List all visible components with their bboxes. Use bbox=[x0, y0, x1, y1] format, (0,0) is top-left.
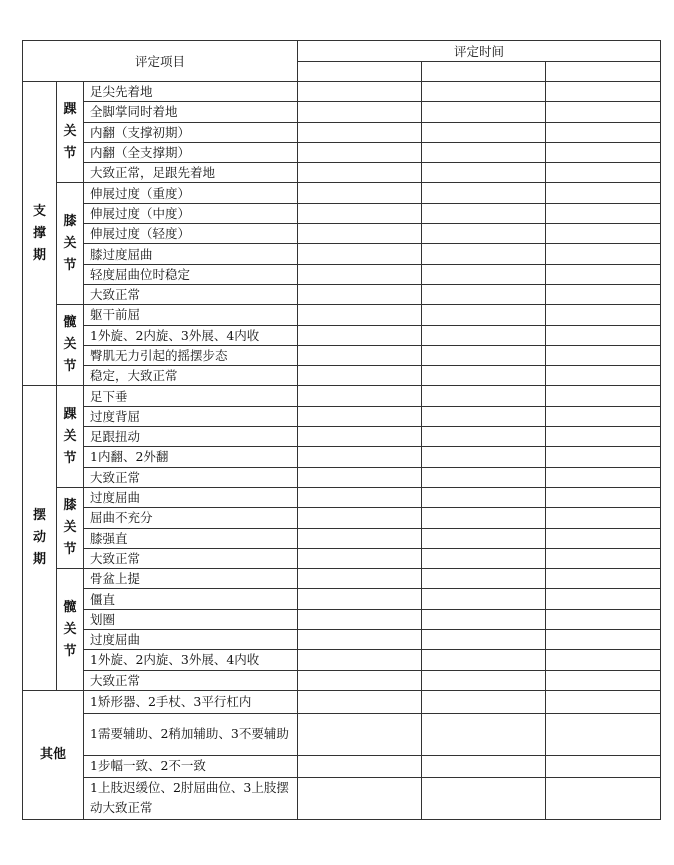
score-cell[interactable] bbox=[422, 366, 546, 386]
assessment-item: 内翻（全支撑期） bbox=[84, 142, 298, 162]
item-row bbox=[23, 589, 661, 609]
score-cell[interactable] bbox=[422, 142, 546, 162]
item-row bbox=[23, 630, 661, 650]
other-item: 1需要辅助、2稍加辅助、3不要辅助 bbox=[84, 713, 298, 755]
assessment-item: 伸展过度（轻度） bbox=[84, 224, 298, 244]
other-row bbox=[23, 690, 661, 713]
score-cell[interactable] bbox=[422, 670, 546, 690]
score-cell[interactable] bbox=[298, 528, 422, 548]
assessment-item: 1内翻、2外翻 bbox=[84, 447, 298, 467]
item-row bbox=[23, 427, 661, 447]
assessment-item: 躯干前屈 bbox=[84, 305, 298, 325]
item-row bbox=[23, 670, 661, 690]
score-cell[interactable] bbox=[298, 82, 422, 102]
score-cell[interactable] bbox=[298, 305, 422, 325]
score-cell[interactable] bbox=[546, 548, 661, 568]
assessment-item: 内翻（支撑初期） bbox=[84, 122, 298, 142]
time-slot-cell[interactable] bbox=[546, 62, 661, 82]
score-cell[interactable] bbox=[298, 284, 422, 304]
joint-label-char: 节 bbox=[63, 257, 77, 273]
assessment-item: 大致正常 bbox=[84, 548, 298, 568]
item-row bbox=[23, 163, 661, 183]
assessment-item: 足尖先着地 bbox=[84, 82, 298, 102]
item-row bbox=[23, 650, 661, 670]
score-cell[interactable] bbox=[298, 163, 422, 183]
joint-label-char: 节 bbox=[63, 146, 77, 162]
score-cell[interactable] bbox=[298, 650, 422, 670]
score-cell[interactable] bbox=[422, 102, 546, 122]
score-cell[interactable] bbox=[298, 244, 422, 264]
score-cell[interactable] bbox=[298, 325, 422, 345]
score-cell[interactable] bbox=[422, 508, 546, 528]
score-cell[interactable] bbox=[546, 690, 661, 713]
joint-label bbox=[57, 305, 84, 386]
joint-label-char: 节 bbox=[63, 359, 77, 375]
other-item: 1矫形器、2手杖、3平行杠内 bbox=[84, 690, 298, 713]
other-item: 1步幅一致、2不一致 bbox=[84, 755, 298, 777]
score-cell[interactable] bbox=[422, 386, 546, 406]
score-cell[interactable] bbox=[546, 325, 661, 345]
phase-label-char: 动 bbox=[32, 530, 46, 546]
assessment-item: 1外旋、2内旋、3外展、4内收 bbox=[84, 650, 298, 670]
item-row bbox=[23, 183, 661, 203]
item-row bbox=[23, 284, 661, 304]
assessment-item: 伸展过度（重度） bbox=[84, 183, 298, 203]
score-cell[interactable] bbox=[422, 244, 546, 264]
score-cell[interactable] bbox=[546, 508, 661, 528]
score-cell[interactable] bbox=[546, 183, 661, 203]
score-cell[interactable] bbox=[298, 122, 422, 142]
score-cell[interactable] bbox=[422, 755, 546, 777]
score-cell[interactable] bbox=[546, 142, 661, 162]
score-cell[interactable] bbox=[546, 528, 661, 548]
item-row bbox=[23, 528, 661, 548]
item-row bbox=[23, 203, 661, 223]
score-cell[interactable] bbox=[546, 406, 661, 426]
joint-label-char: 关 bbox=[63, 337, 77, 353]
assessment-item: 伸展过度（中度） bbox=[84, 203, 298, 223]
score-cell[interactable] bbox=[298, 487, 422, 507]
phase-label bbox=[23, 386, 57, 690]
score-cell[interactable] bbox=[298, 386, 422, 406]
other-label: 其他 bbox=[23, 690, 84, 819]
joint-label-char: 关 bbox=[63, 621, 77, 637]
score-cell[interactable] bbox=[546, 713, 661, 755]
score-cell[interactable] bbox=[298, 755, 422, 777]
assessment-item: 大致正常 bbox=[84, 670, 298, 690]
score-cell[interactable] bbox=[298, 777, 422, 819]
assessment-table bbox=[22, 40, 661, 820]
score-cell[interactable] bbox=[298, 142, 422, 162]
score-cell[interactable] bbox=[546, 777, 661, 819]
item-row bbox=[23, 366, 661, 386]
score-cell[interactable] bbox=[546, 630, 661, 650]
assessment-item: 过度屈曲 bbox=[84, 487, 298, 507]
score-cell[interactable] bbox=[546, 345, 661, 365]
score-cell[interactable] bbox=[422, 487, 546, 507]
score-cell[interactable] bbox=[298, 508, 422, 528]
score-cell[interactable] bbox=[546, 386, 661, 406]
score-cell[interactable] bbox=[298, 609, 422, 629]
score-cell[interactable] bbox=[422, 528, 546, 548]
score-cell[interactable] bbox=[298, 589, 422, 609]
score-cell[interactable] bbox=[546, 650, 661, 670]
header-row bbox=[23, 41, 661, 62]
other-row bbox=[23, 777, 661, 819]
item-row bbox=[23, 508, 661, 528]
joint-label-char: 踝 bbox=[63, 406, 77, 422]
score-cell[interactable] bbox=[422, 589, 546, 609]
score-cell[interactable] bbox=[422, 569, 546, 589]
gait-assessment-form bbox=[22, 40, 661, 820]
score-cell[interactable] bbox=[298, 548, 422, 568]
assessment-item: 大致正常 bbox=[84, 284, 298, 304]
score-cell[interactable] bbox=[546, 305, 661, 325]
assessment-item: 足下垂 bbox=[84, 386, 298, 406]
score-cell[interactable] bbox=[298, 203, 422, 223]
score-cell[interactable] bbox=[422, 690, 546, 713]
item-row bbox=[23, 325, 661, 345]
score-cell[interactable] bbox=[422, 777, 546, 819]
joint-label bbox=[57, 386, 84, 487]
score-cell[interactable] bbox=[546, 203, 661, 223]
assessment-item: 全脚掌同时着地 bbox=[84, 102, 298, 122]
score-cell[interactable] bbox=[422, 345, 546, 365]
item-row bbox=[23, 122, 661, 142]
item-row bbox=[23, 224, 661, 244]
item-row bbox=[23, 487, 661, 507]
score-cell[interactable] bbox=[298, 406, 422, 426]
item-row bbox=[23, 142, 661, 162]
score-cell[interactable] bbox=[422, 163, 546, 183]
score-cell[interactable] bbox=[298, 467, 422, 487]
score-cell[interactable] bbox=[546, 755, 661, 777]
joint-label bbox=[57, 82, 84, 183]
item-row bbox=[23, 447, 661, 467]
other-row bbox=[23, 713, 661, 755]
header-assessment-items: 评定项目 bbox=[23, 41, 298, 82]
score-cell[interactable] bbox=[298, 630, 422, 650]
joint-label-char: 节 bbox=[63, 542, 77, 558]
header-assessment-time: 评定时间 bbox=[298, 41, 661, 62]
score-cell[interactable] bbox=[298, 447, 422, 467]
score-cell[interactable] bbox=[298, 102, 422, 122]
score-cell[interactable] bbox=[546, 569, 661, 589]
score-cell[interactable] bbox=[546, 609, 661, 629]
joint-label bbox=[57, 487, 84, 568]
joint-label-char: 关 bbox=[63, 235, 77, 251]
joint-label-char: 髋 bbox=[63, 315, 77, 331]
item-row bbox=[23, 569, 661, 589]
assessment-item: 膝强直 bbox=[84, 528, 298, 548]
item-row bbox=[23, 305, 661, 325]
score-cell[interactable] bbox=[298, 264, 422, 284]
score-cell[interactable] bbox=[546, 264, 661, 284]
score-cell[interactable] bbox=[422, 183, 546, 203]
score-cell[interactable] bbox=[422, 264, 546, 284]
assessment-item: 轻度屈曲位时稳定 bbox=[84, 264, 298, 284]
other-item: 1上肢迟缓位、2肘屈曲位、3上肢摆动大致正常 bbox=[84, 777, 298, 819]
score-cell[interactable] bbox=[298, 569, 422, 589]
score-cell[interactable] bbox=[546, 487, 661, 507]
assessment-item: 骨盆上提 bbox=[84, 569, 298, 589]
score-cell[interactable] bbox=[422, 630, 546, 650]
score-cell[interactable] bbox=[546, 467, 661, 487]
joint-label-char: 关 bbox=[63, 520, 77, 536]
score-cell[interactable] bbox=[298, 183, 422, 203]
joint-label-char: 节 bbox=[63, 450, 77, 466]
assessment-item: 1外旋、2内旋、3外展、4内收 bbox=[84, 325, 298, 345]
item-row bbox=[23, 102, 661, 122]
assessment-item: 足跟扭动 bbox=[84, 427, 298, 447]
item-row bbox=[23, 264, 661, 284]
score-cell[interactable] bbox=[422, 467, 546, 487]
score-cell[interactable] bbox=[422, 203, 546, 223]
other-row bbox=[23, 755, 661, 777]
item-row bbox=[23, 467, 661, 487]
phase-label-char: 支 bbox=[32, 203, 46, 219]
time-slot-cell[interactable] bbox=[298, 62, 422, 82]
score-cell[interactable] bbox=[546, 82, 661, 102]
phase-label-char: 期 bbox=[32, 247, 46, 263]
item-row bbox=[23, 406, 661, 426]
phase-label bbox=[23, 82, 57, 386]
joint-label-char: 膝 bbox=[63, 498, 77, 514]
score-cell[interactable] bbox=[546, 670, 661, 690]
score-cell[interactable] bbox=[546, 589, 661, 609]
assessment-item: 过度背屈 bbox=[84, 406, 298, 426]
score-cell[interactable] bbox=[422, 609, 546, 629]
score-cell[interactable] bbox=[546, 284, 661, 304]
score-cell[interactable] bbox=[546, 163, 661, 183]
score-cell[interactable] bbox=[546, 122, 661, 142]
score-cell[interactable] bbox=[546, 244, 661, 264]
score-cell[interactable] bbox=[422, 548, 546, 568]
score-cell[interactable] bbox=[422, 427, 546, 447]
score-cell[interactable] bbox=[422, 406, 546, 426]
score-cell[interactable] bbox=[422, 122, 546, 142]
item-row bbox=[23, 386, 661, 406]
assessment-item: 臀肌无力引起的摇摆步态 bbox=[84, 345, 298, 365]
item-row bbox=[23, 548, 661, 568]
score-cell[interactable] bbox=[546, 224, 661, 244]
score-cell[interactable] bbox=[546, 427, 661, 447]
assessment-item: 僵直 bbox=[84, 589, 298, 609]
score-cell[interactable] bbox=[422, 284, 546, 304]
score-cell[interactable] bbox=[298, 366, 422, 386]
score-cell[interactable] bbox=[546, 447, 661, 467]
item-row bbox=[23, 82, 661, 102]
phase-label-char: 摆 bbox=[32, 508, 46, 524]
score-cell[interactable] bbox=[546, 102, 661, 122]
joint-label-char: 关 bbox=[63, 124, 77, 140]
item-row bbox=[23, 609, 661, 629]
score-cell[interactable] bbox=[298, 713, 422, 755]
score-cell[interactable] bbox=[422, 325, 546, 345]
assessment-item: 大致正常，足跟先着地 bbox=[84, 163, 298, 183]
score-cell[interactable] bbox=[422, 713, 546, 755]
joint-label-char: 节 bbox=[63, 643, 77, 659]
score-cell[interactable] bbox=[422, 447, 546, 467]
assessment-item: 屈曲不充分 bbox=[84, 508, 298, 528]
joint-label-char: 踝 bbox=[63, 102, 77, 118]
score-cell[interactable] bbox=[298, 690, 422, 713]
score-cell[interactable] bbox=[298, 670, 422, 690]
score-cell[interactable] bbox=[298, 427, 422, 447]
score-cell[interactable] bbox=[422, 82, 546, 102]
score-cell[interactable] bbox=[422, 224, 546, 244]
item-row bbox=[23, 345, 661, 365]
assessment-item: 大致正常 bbox=[84, 467, 298, 487]
assessment-item: 稳定，大致正常 bbox=[84, 366, 298, 386]
score-cell[interactable] bbox=[422, 305, 546, 325]
joint-label-char: 关 bbox=[63, 428, 77, 444]
time-slot-cell[interactable] bbox=[422, 62, 546, 82]
assessment-item: 划圈 bbox=[84, 609, 298, 629]
joint-label-char: 膝 bbox=[63, 213, 77, 229]
joint-label-char: 髋 bbox=[63, 599, 77, 615]
joint-label bbox=[57, 183, 84, 305]
phase-label-char: 撑 bbox=[32, 225, 46, 241]
score-cell[interactable] bbox=[298, 224, 422, 244]
score-cell[interactable] bbox=[422, 650, 546, 670]
assessment-item: 膝过度屈曲 bbox=[84, 244, 298, 264]
item-row bbox=[23, 244, 661, 264]
assessment-item: 过度屈曲 bbox=[84, 630, 298, 650]
score-cell[interactable] bbox=[546, 366, 661, 386]
score-cell[interactable] bbox=[298, 345, 422, 365]
joint-label bbox=[57, 569, 84, 691]
phase-label-char: 期 bbox=[32, 552, 46, 568]
